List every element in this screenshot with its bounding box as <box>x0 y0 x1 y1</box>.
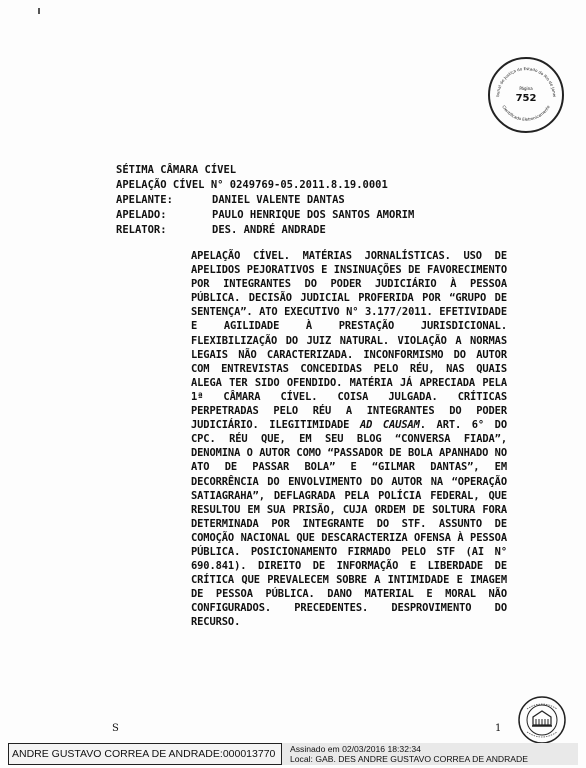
party-label: APELADO: <box>116 209 167 221</box>
stamp-page-label: Página <box>519 86 533 91</box>
ementa-text-continued: . ART. 6° DO CPC. RÉU QUE, EM SEU BLOG “CONVERSA FIADA”, DENOMINA O AUTOR COMO “PASSADOR DE BOLA APANHADO NO ATO DE PASSAR BOLA” E “GILMAR DANTAS”, EM DECORRÊNCIA DO ENVOLVIMENTO DO AUTOR NA “OPERAÇÃO SATIAGRAHA”, DEFLAGRADA PELA POLÍCIA FEDERAL, QUE RESULTOU EM SUA PRISÃO, CUJA ORDEM DE SOLTURA FORA DETERMINADA POR INTEGRANTE DO STF. ASSUNTO DE COMOÇÃO NACIONAL QUE DESCARACTERIZA OFENSA À PESSOA PÚBLICA. POSICIONAMENTO FIRMADO PELO STF (AI N° 690.841). DIREITO DE INFORMAÇÃO E LIBERDADE DE CRÍTICA QUE PREVALECEM SOBRE A INTIMIDADE E IMAGEM DE PESSOA PÚBLICA. DANO MATERIAL E MORAL NÃO CONFIGURADOS. PRECEDENTES. DESPROVIMENTO DO RECURSO. <box>191 419 507 629</box>
case-number: APELAÇÃO CÍVEL N° 0249769-05.2011.8.19.0001 <box>116 179 388 191</box>
party-row-appellant <box>116 193 414 208</box>
party-value: PAULO HENRIQUE DOS SANTOS AMORIM <box>212 209 415 221</box>
signature-footer <box>8 743 578 765</box>
svg-text:Cientificado Eletronicamente <box>501 104 551 122</box>
party-value: DES. ANDRÉ ANDRADE <box>212 224 326 236</box>
court-seal-icon <box>517 695 567 745</box>
signer-name: ANDRE GUSTAVO CORREA DE ANDRADE:000013770 <box>8 743 282 765</box>
margin-mark-right: 1 <box>495 723 502 734</box>
stamp-bottom-text: Cientificado Eletronicamente <box>501 104 551 122</box>
signed-datetime: Assinado em 02/03/2016 18:32:34 <box>290 744 421 754</box>
margin-mark-left: S <box>112 723 119 734</box>
case-header <box>116 163 414 238</box>
scan-mark <box>38 8 40 14</box>
ementa-latin-term: AD CAUSAM <box>359 419 420 432</box>
svg-text:Tribunal de Justiça do Estado <box>488 57 557 97</box>
party-row-rapporteur <box>116 223 414 238</box>
party-label: APELANTE: <box>116 194 173 206</box>
party-value: DANIEL VALENTE DANTAS <box>212 194 345 206</box>
party-row-appellee <box>116 208 414 223</box>
ementa-text: APELAÇÃO CÍVEL. MATÉRIAS JORNALÍSTICAS. USO DE APELIDOS PEJORATIVOS E INSINUAÇÕES DE FAVORECIMENTO POR INTEGRANTES DO PODER JUDICIÁRIO À PESSOA PÚBLICA. DECISÃO JUDICIAL PROFERIDA POR “GRUPO DE SENTENÇA”. ATO EXECUTIVO N° 3.177/2011. EFETIVIDADE E AGILIDADE À PRESTAÇÃO JURISDICIONAL. FLEXIBILIZAÇÃO DO JUIZ NATURAL. VIOLAÇÃO A NORMAS LEGAIS NÃO CARACTERIZADA. INCONFORMISMO DO AUTOR COM ENTREVISTAS CONCEDIDAS PELO RÉU, NAS QUAIS ALEGA TER SIDO OFENDIDO. MATÉRIA JÁ APRECIADA PELA 1ª CÂMARA CÍVEL. COISA JULGADA. CRÍTICAS PERPETRADAS PELO RÉU A INTEGRANTES DO PODER JUDICIÁRIO. ILEGITIMIDADE <box>191 250 507 432</box>
stamp-page-number: 752 <box>515 93 537 104</box>
page-number-stamp <box>488 57 564 133</box>
stamp-top-text: bunal de Justiça do Estado do Rio de Janei <box>494 65 558 98</box>
party-label: RELATOR: <box>116 224 167 236</box>
ementa-summary <box>191 249 507 630</box>
signature-location: Local: GAB. DES ANDRE GUSTAVO CORREA DE ANDRADE <box>290 754 528 764</box>
chamber-title: SÉTIMA CÂMARA CÍVEL <box>116 164 237 176</box>
